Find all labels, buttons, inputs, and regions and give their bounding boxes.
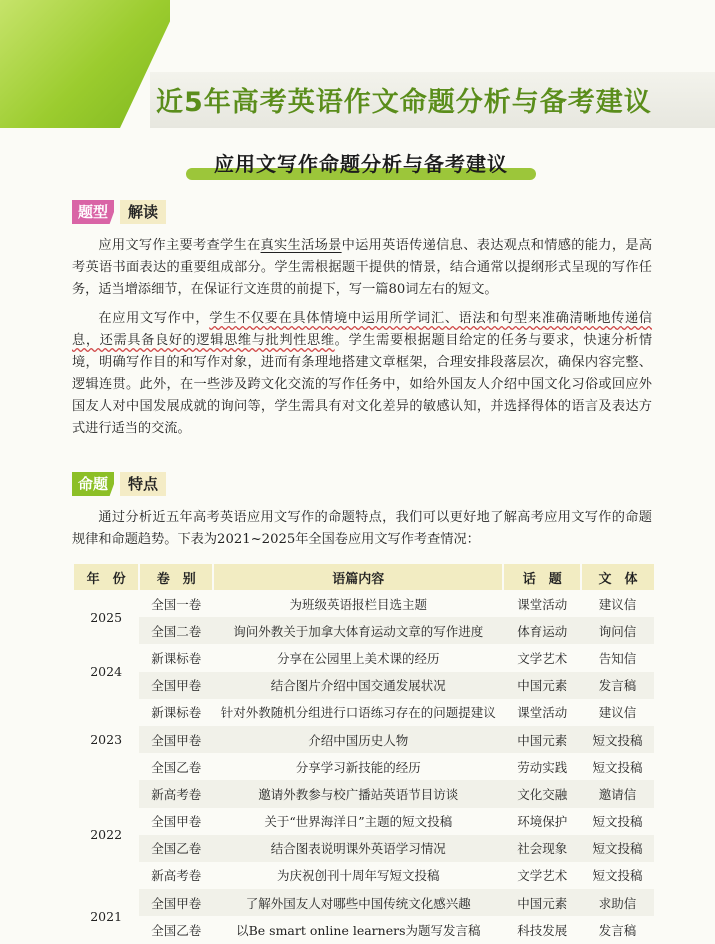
- topic-cell: 文学艺术: [517, 868, 568, 884]
- genre-cell: 发言稿: [598, 922, 637, 938]
- section-heading-interpretation: [72, 200, 172, 224]
- section-heading-features: [72, 472, 172, 496]
- content-cell: 询问外教关于加拿大体育运动文章的写作进度: [213, 617, 503, 644]
- genre-cell: 建议信: [598, 705, 637, 721]
- content-cell: 针对外教随机分组进行口语练习存在的问题提建议: [220, 705, 496, 721]
- volume-cell: 全国乙卷: [139, 835, 213, 862]
- header-content: 语篇内容: [213, 564, 503, 590]
- genre-cell: 邀请信: [581, 780, 654, 807]
- subtitle: 应用文写作命题分析与备考建议: [214, 152, 508, 176]
- topic-cell: 中国元素: [503, 889, 581, 916]
- genre-cell: 发言稿: [581, 672, 654, 699]
- table-row: [73, 889, 654, 916]
- volume-cell: 全国二卷: [139, 617, 213, 644]
- paragraph-2: [72, 308, 652, 440]
- text: 在应用文写作中，: [98, 311, 210, 327]
- topic-cell: 中国元素: [503, 726, 581, 753]
- year-cell: 2023: [73, 699, 139, 781]
- volume-cell: 新课标卷: [151, 650, 202, 666]
- topic-cell: 劳动实践: [517, 759, 568, 775]
- topic-cell: 中国元素: [503, 672, 581, 699]
- subtitle-banner: [186, 146, 546, 182]
- volume-cell: 新高考卷: [139, 780, 213, 807]
- table-header-row: [73, 564, 654, 590]
- wavy-underlined-text: 学生不仅要在具体情境中运用所学词汇、语法和句型来准确清晰地传递信息，还需具备良好的逻辑思维与批判性思维: [72, 311, 653, 349]
- text: 中运用英语传递信息、表达观点和情感的能力，是高考英语书面表达的重要组成部分。学生需根据题干提供的情景，结合通常以提纲形式呈现的写作任务，适当增添细节，在保证行文连贯的前提下，写一篇80词左右的短文。: [72, 238, 653, 298]
- year-cell: 2022: [73, 780, 139, 889]
- volume-cell: 全国乙卷: [151, 922, 202, 938]
- table-row: [73, 699, 654, 726]
- topic-cell: 体育运动: [503, 617, 581, 644]
- section-label: 特点: [120, 472, 166, 496]
- text: 应用文写作主要考查学生在: [98, 238, 261, 254]
- topic-cell: 课堂活动: [517, 705, 568, 721]
- paragraph-1: [72, 235, 652, 301]
- content-cell: 介绍中国历史人物: [213, 726, 503, 753]
- content-cell: 关于“世界海洋日”主题的短文投稿: [264, 814, 453, 830]
- table-row: [73, 808, 654, 835]
- section-label: 解读: [120, 200, 166, 224]
- topic-cell: 文学艺术: [517, 650, 568, 666]
- table-row: [73, 835, 654, 862]
- volume-cell: 新高考卷: [151, 868, 202, 884]
- volume-cell: 全国甲卷: [139, 726, 213, 753]
- page-title: 近5年高考英语作文命题分析与备考建议: [156, 87, 652, 118]
- content-cell: 分享学习新技能的经历: [295, 759, 421, 775]
- volume-cell: 新课标卷: [151, 705, 202, 721]
- volume-cell: 全国一卷: [151, 596, 202, 612]
- section-tag: 命题: [72, 472, 114, 496]
- content-cell: 分享在公园里上美术课的经历: [277, 650, 440, 666]
- table-row: [73, 916, 654, 943]
- content-cell: 结合图片介绍中国交通发展状况: [213, 672, 503, 699]
- text: 。学生需要根据题目给定的任务与要求，快速分析情境，明确写作目的和写作对象，进而有条理地搭建文章框架，合理安排段落层次，确保内容完整、逻辑连贯。此外，在一些涉及跨文化交流的写作任务中，如给外国友人介绍中国文化习俗或回应外国友人对中国发展成就的询问等，学生需具有对文化差异的敏感认知，并选择得体的语言及表达方式进行适当的交流。: [72, 333, 653, 437]
- content-cell: 邀请外教参与校广播站英语节目访谈: [213, 780, 503, 807]
- table-row: [73, 590, 654, 617]
- year-cell: 2025: [73, 590, 139, 644]
- genre-cell: 询问信: [581, 617, 654, 644]
- genre-cell: 短文投稿: [592, 814, 643, 830]
- content-cell: 结合图表说明课外英语学习情况: [213, 835, 503, 862]
- genre-cell: 告知信: [598, 650, 637, 666]
- table-row: [73, 644, 654, 671]
- table-row: [73, 753, 654, 780]
- topic-cell: 社会现象: [503, 835, 581, 862]
- table-row: [73, 672, 654, 699]
- table-row: [73, 726, 654, 753]
- content-cell: 为班级英语报栏目选主题: [289, 596, 428, 612]
- topic-cell: 文化交融: [503, 780, 581, 807]
- topic-cell: 科技发展: [517, 922, 568, 938]
- header-volume: 卷 别: [139, 564, 213, 590]
- header-topic: 话 题: [503, 564, 581, 590]
- topic-cell: 课堂活动: [517, 596, 568, 612]
- genre-cell: 求助信: [581, 889, 654, 916]
- genre-cell: 短文投稿: [592, 868, 643, 884]
- year-cell: 2024: [73, 644, 139, 698]
- volume-cell: 全国甲卷: [139, 672, 213, 699]
- genre-cell: 短文投稿: [581, 726, 654, 753]
- genre-cell: 短文投稿: [592, 759, 643, 775]
- volume-cell: 全国甲卷: [139, 889, 213, 916]
- year-cell: 2021: [73, 889, 139, 943]
- volume-cell: 全国甲卷: [151, 814, 202, 830]
- header-genre: 文 体: [581, 564, 654, 590]
- genre-cell: 短文投稿: [581, 835, 654, 862]
- table-row: [73, 862, 654, 889]
- paragraph-3: 通过分析近五年高考英语应用文写作的命题特点，我们可以更好地了解高考应用文写作的命题规律和命题趋势。下表为2021~2025年全国卷应用文写作考查情况：: [72, 510, 652, 548]
- table-row: [73, 617, 654, 644]
- exam-table: [72, 564, 654, 943]
- content-cell: 了解外国友人对哪些中国传统文化感兴趣: [213, 889, 503, 916]
- genre-cell: 建议信: [598, 596, 637, 612]
- content-cell: 以Be smart online learners为题写发言稿: [236, 922, 481, 938]
- underlined-text: 真实生活场景: [260, 238, 342, 254]
- content-cell: 为庆祝创刊十周年写短文投稿: [277, 868, 440, 884]
- header-year: 年 份: [73, 564, 139, 590]
- section-tag: 题型: [72, 200, 114, 224]
- volume-cell: 全国乙卷: [151, 759, 202, 775]
- topic-cell: 环境保护: [517, 814, 568, 830]
- table-row: [73, 780, 654, 807]
